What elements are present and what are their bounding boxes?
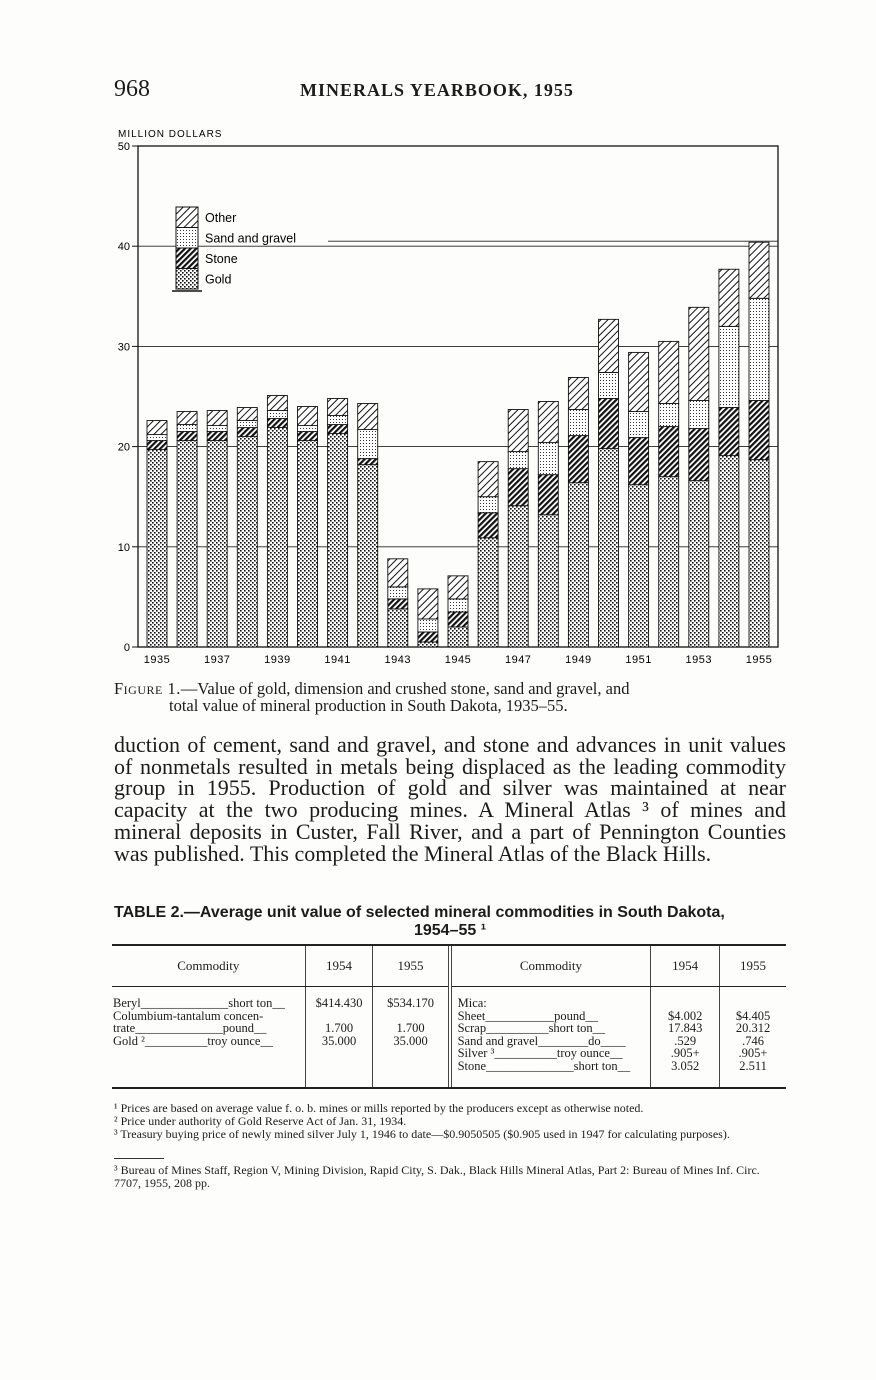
figure-chart	[110, 124, 790, 676]
left-1954-cell	[305, 987, 373, 1089]
bar-segment-sand-and-gravel-1947	[508, 452, 528, 469]
x-tick-label: 1953	[685, 654, 713, 666]
bar-segment-sand-and-gravel-1946	[478, 497, 498, 513]
bar-segment-sand-and-gravel-1949	[568, 410, 588, 436]
bar-segment-gold-1947	[508, 506, 528, 647]
bar-segment-other-1938	[237, 408, 257, 421]
table-cell: trate______________pound__	[113, 1021, 267, 1035]
table-cell: Gold ²__________troy ounce__	[113, 1033, 273, 1048]
bar-segment-other-1948	[538, 402, 558, 443]
bar-segment-sand-and-gravel-1939	[267, 411, 287, 419]
table-cell: 1.700	[324, 1021, 354, 1035]
bar-segment-other-1955	[749, 242, 769, 298]
table-cell: 2.511	[739, 1058, 767, 1073]
footnote: ³ Treasury buying price of newly mined silver July 1, 1946 to date—$0.9050505 ($0.905 used in 1947 for calculating purposes).	[114, 1127, 730, 1141]
bar-segment-stone-1947	[508, 469, 528, 506]
bar-segment-other-1941	[328, 399, 348, 416]
bar-segment-stone-1936	[177, 432, 197, 441]
bar-segment-stone-1941	[328, 425, 348, 434]
table-cell: $414.430	[315, 996, 363, 1010]
legend-label-gold: Gold	[205, 272, 232, 287]
table-cell: Silver ³__________troy ounce__	[457, 1046, 623, 1060]
table-title-line2: 1954–55 ¹	[413, 922, 487, 939]
bar-segment-other-1937	[207, 411, 227, 426]
bar-segment-sand-and-gravel-1943	[388, 587, 408, 599]
bar-segment-sand-and-gravel-1936	[177, 425, 197, 432]
caption-label: Figure 1.	[114, 679, 181, 698]
table-cell: Mica:	[457, 996, 487, 1010]
bar-segment-stone-1951	[629, 438, 649, 485]
x-tick-label: 1949	[565, 654, 592, 666]
bar-segment-stone-1940	[298, 432, 318, 441]
bar-segment-stone-1944	[418, 632, 438, 642]
header-1955-left: 1955	[373, 946, 450, 987]
legend-label-stone: Stone	[205, 252, 238, 266]
footnote: ¹ Prices are based on average value f. o. b. mines or mills reported by the producers except as otherwise noted.	[114, 1101, 644, 1115]
bar-segment-other-1936	[177, 412, 197, 425]
x-tick-label: 1937	[203, 654, 231, 666]
legend-label-other: Other	[205, 211, 237, 225]
table-cell: Sheet___________pound__	[457, 1008, 598, 1023]
bar-segment-sand-and-gravel-1951	[629, 412, 649, 438]
unit-value-table	[112, 946, 786, 1088]
table-cell: $534.170	[387, 996, 434, 1010]
x-tick-label: 1945	[444, 654, 472, 666]
table-footnotes	[114, 1102, 786, 1141]
y-tick-label: 0	[123, 642, 130, 654]
bar-segment-other-1943	[388, 559, 408, 587]
bar-segment-gold-1940	[298, 441, 318, 647]
bar-segment-other-1935	[147, 421, 167, 435]
header-1954-right: 1954	[651, 946, 720, 987]
table-cell	[652, 997, 718, 1010]
bar-segment-other-1953	[689, 307, 709, 400]
y-tick-label: 30	[117, 341, 130, 354]
table-cell: .905+	[738, 1046, 768, 1060]
bar-segment-other-1949	[568, 377, 588, 409]
bar-segment-other-1950	[599, 319, 619, 372]
table-cell: 17.843	[667, 1021, 703, 1035]
table-cell: Beryl______________short ton__	[113, 996, 285, 1010]
x-tick-label: 1947	[504, 654, 532, 666]
bar-segment-stone-1946	[478, 513, 498, 538]
bar-segment-gold-1937	[207, 441, 227, 647]
bar-segment-sand-and-gravel-1953	[689, 401, 709, 429]
running-title: MINERALS YEARBOOK, 1955	[300, 80, 574, 100]
bar-segment-sand-and-gravel-1941	[328, 416, 348, 425]
table-cell: $4.002	[667, 1008, 703, 1023]
bar-segment-other-1942	[358, 404, 378, 430]
page-number: 968	[114, 76, 150, 102]
table-cell: 35.000	[393, 1033, 428, 1048]
y-tick-label: 20	[117, 441, 130, 454]
bar-segment-sand-and-gravel-1950	[599, 372, 619, 398]
bar-segment-stone-1943	[388, 599, 408, 609]
bar-segment-gold-1946	[478, 538, 498, 647]
bar-segment-gold-1938	[237, 437, 257, 647]
left-commodity-cell	[112, 987, 305, 1089]
table-cell: .529	[674, 1033, 697, 1048]
y-tick-label: 40	[117, 241, 130, 254]
bar-segment-gold-1951	[629, 485, 649, 647]
bar-segment-sand-and-gravel-1935	[147, 435, 167, 441]
x-tick-label: 1951	[625, 654, 652, 666]
page-footnote: ³ Bureau of Mines Staff, Region V, Mining Division, Rapid City, S. Dak., Black Hills Mineral Atlas, Part 2: Bureau of Mines Inf. Circ. 7707, 1955, 208 pp.	[114, 1163, 760, 1190]
legend-label-sand-and-gravel: Sand and gravel	[205, 231, 297, 246]
header-1954-left: 1954	[305, 946, 373, 987]
bar-segment-stone-1942	[358, 459, 378, 465]
bar-segment-other-1947	[508, 410, 528, 452]
legend-swatch-stone	[176, 248, 198, 269]
bar-segment-gold-1941	[328, 434, 348, 647]
bar-segment-gold-1943	[388, 609, 408, 647]
footnote: ² Price under authority of Gold Reserve Act of Jan. 31, 1934.	[114, 1114, 407, 1128]
bar-segment-other-1946	[478, 462, 498, 497]
right-1954-cell	[651, 987, 720, 1089]
bar-segment-other-1951	[629, 352, 649, 411]
bar-segment-other-1944	[418, 589, 438, 619]
bar-segment-stone-1950	[599, 399, 619, 449]
x-tick-label: 1939	[264, 654, 291, 666]
caption-line1: —Value of gold, dimension and crushed stone, sand and gravel, and	[180, 679, 630, 698]
bar-segment-sand-and-gravel-1955	[749, 298, 769, 400]
x-tick-label: 1955	[745, 654, 773, 666]
legend-swatch-gold	[176, 269, 198, 290]
bar-segment-gold-1948	[538, 515, 558, 647]
bar-segment-other-1945	[448, 576, 468, 599]
x-tick-label: 1935	[143, 654, 171, 666]
left-1955-cell	[373, 987, 450, 1089]
table-cell: 20.312	[735, 1021, 771, 1035]
x-tick-label: 1941	[324, 654, 351, 666]
bar-segment-sand-and-gravel-1944	[418, 619, 438, 632]
bar-segment-stone-1952	[659, 427, 679, 477]
bar-segment-sand-and-gravel-1948	[538, 443, 558, 475]
y-axis-label: MILLION DOLLARS	[118, 129, 223, 140]
bar-segment-gold-1950	[599, 449, 619, 647]
bar-segment-stone-1948	[538, 475, 558, 515]
bar-segment-stone-1945	[448, 612, 468, 627]
bar-segment-sand-and-gravel-1952	[659, 404, 679, 427]
bar-segment-sand-and-gravel-1954	[719, 326, 739, 407]
bar-segment-stone-1955	[749, 401, 769, 460]
table-cell: .905+	[670, 1046, 700, 1060]
table-title	[114, 904, 786, 940]
bar-segment-gold-1952	[659, 477, 679, 647]
caption-line2: total value of mineral production in South Dakota, 1935–55.	[169, 696, 568, 715]
bar-segment-other-1940	[298, 407, 318, 426]
bar-segment-sand-and-gravel-1945	[448, 599, 468, 612]
header-commodity-left: Commodity	[112, 946, 305, 987]
bar-segment-gold-1942	[358, 465, 378, 647]
bar-segment-stone-1954	[719, 408, 739, 456]
table-cell: $4.405	[735, 1008, 771, 1023]
bar-segment-gold-1953	[689, 481, 709, 647]
y-tick-label: 50	[117, 141, 130, 153]
table-cell: 35.000	[321, 1033, 357, 1048]
table-cell	[721, 997, 785, 1010]
bar-segment-sand-and-gravel-1938	[237, 421, 257, 428]
bar-segment-stone-1935	[147, 441, 167, 450]
table-cell: Scrap__________short ton__	[457, 1021, 606, 1035]
bar-segment-gold-1954	[719, 456, 739, 647]
figure-caption	[114, 680, 794, 714]
bar-segment-gold-1949	[568, 483, 588, 647]
header-1955-right: 1955	[720, 946, 786, 987]
table-bottom-rule	[112, 1087, 786, 1089]
bar-segment-other-1952	[659, 341, 679, 403]
bar-segment-sand-and-gravel-1942	[358, 430, 378, 459]
y-tick-label: 10	[117, 541, 130, 554]
bar-segment-stone-1939	[267, 419, 287, 428]
legend-swatch-other	[176, 207, 198, 228]
bar-segment-stone-1937	[207, 432, 227, 441]
bar-segment-sand-and-gravel-1937	[207, 426, 227, 432]
table-cell: 1.700	[396, 1021, 425, 1035]
body-paragraph: duction of cement, sand and gravel, and stone and advances in unit values of nonmetals resulted in metals being displaced as the leading commodity group in 1955. Production of gold and silver was maintained at near capacity at the two producing mines. A Mineral Atlas ³ of mines and mineral deposits in Custer, Fall River, and a part of Pennington Counties was published. This completed the Mineral Atlas of the Black Hills.	[114, 732, 786, 866]
bar-segment-gold-1945	[448, 627, 468, 647]
x-tick-label: 1943	[384, 654, 412, 666]
bar-segment-other-1939	[267, 395, 287, 410]
header-commodity-right: Commodity	[450, 946, 651, 987]
legend-swatch-sand-and-gravel	[176, 228, 198, 249]
right-1955-cell	[720, 987, 786, 1089]
table-cell: Sand and gravel________do____	[457, 1033, 626, 1048]
table-cell: Stone______________short ton__	[457, 1058, 631, 1073]
table-title-line1: TABLE 2.—Average unit value of selected mineral commodities in South Dakota,	[114, 904, 725, 921]
bar-segment-other-1954	[719, 269, 739, 326]
bar-segment-stone-1938	[237, 428, 257, 437]
bar-segment-stone-1953	[689, 429, 709, 481]
table-cell: Columbium-tantalum concen-	[113, 1008, 264, 1023]
bar-segment-gold-1939	[267, 428, 287, 647]
bar-segment-gold-1936	[177, 441, 197, 647]
bar-segment-gold-1944	[418, 642, 438, 647]
bar-segment-gold-1935	[147, 450, 167, 647]
bar-segment-gold-1955	[749, 460, 769, 647]
bar-segment-stone-1949	[568, 436, 588, 483]
table-cell: 3.052	[671, 1058, 700, 1073]
table-cell: .746	[742, 1033, 764, 1048]
right-commodity-cell	[450, 987, 651, 1089]
bar-segment-sand-and-gravel-1940	[298, 426, 318, 432]
footnote-rule	[114, 1158, 164, 1159]
